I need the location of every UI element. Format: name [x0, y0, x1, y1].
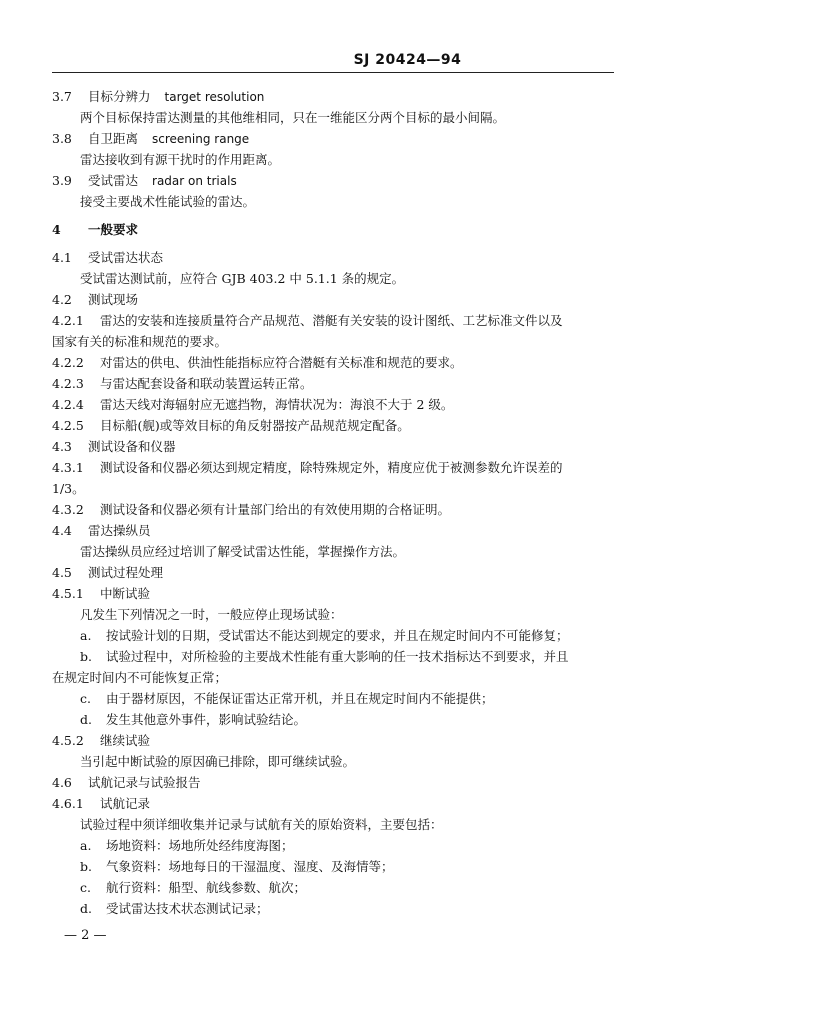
clause-4-2-1-cont: 国家有关的标准和规范的要求。: [52, 334, 228, 349]
list-item: a. 场地资料：场地所处经纬度海图；: [80, 838, 294, 853]
term-3-9: 3.9 受试雷达 radar on trials: [52, 173, 237, 188]
clause-4-2-1: 4.2.1 雷达的安装和连接质量符合产品规范、潜艇有关安装的设计图纸、工艺标准文件以及: [52, 313, 563, 328]
term-3-7-definition: 两个目标保持雷达测量的其他维相同，只在一维能区分两个目标的最小间隔。: [80, 110, 506, 125]
document-body: [52, 86, 618, 919]
term-3-8-definition: 雷达接收到有源干扰时的作用距离。: [80, 152, 281, 167]
term-3-8: 3.8 自卫距离 screening range: [52, 131, 250, 146]
list-item: c. 由于器材原因，不能保证雷达正常开机，并且在规定时间内不能提供；: [80, 691, 494, 706]
list-item: b. 试验过程中，对所检验的主要战术性能有重大影响的任一技术指标达不到要求，并且: [80, 649, 569, 664]
clause-4-4: 4.4 雷达操纵员: [52, 523, 151, 538]
term-3-9-definition: 接受主要战术性能试验的雷达。: [80, 194, 256, 209]
clause-4-6-1-text: 试验过程中须详细收集并记录与试航有关的原始资料，主要包括：: [80, 817, 443, 832]
clause-4-6-1: 4.6.1 试航记录: [52, 796, 151, 811]
clause-4-3-2: 4.3.2 测试设备和仪器必须有计量部门给出的有效使用期的合格证明。: [52, 502, 451, 517]
clause-4-3-1: 4.3.1 测试设备和仪器必须达到规定精度，除特殊规定外，精度应优于被测参数允许误差的: [52, 460, 563, 475]
list-item: c. 航行资料：船型、航线参数、航次；: [80, 880, 307, 895]
clause-4-1-text: 受试雷达测试前，应符合 GJB 403.2 中 5.1.1 条的规定。: [80, 271, 405, 286]
clause-4-3-1-cont: 1/3。: [52, 481, 85, 496]
clause-4-5-1: 4.5.1 中断试验: [52, 586, 151, 601]
clause-4-5: 4.5 测试过程处理: [52, 565, 164, 580]
clause-4-2-2: 4.2.2 对雷达的供电、供油性能指标应符合潜艇有关标准和规范的要求。: [52, 355, 463, 370]
term-3-7: 3.7 目标分辨力 target resolution: [52, 89, 265, 104]
clause-4-5-1-text: 凡发生下列情况之一时，一般应停止现场试验：: [80, 607, 343, 622]
list-item: b. 气象资料：场地每日的干湿温度、湿度、及海情等；: [80, 859, 394, 874]
list-item: d. 受试雷达技术状态测试记录；: [80, 901, 269, 916]
page-header-code: SJ 20424—94: [353, 52, 462, 68]
section-4-heading: 4 一般要求: [52, 222, 139, 237]
clause-4-5-2-text: 当引起中断试验的原因确已排除，即可继续试验。: [80, 754, 356, 769]
clause-4-2: 4.2 测试现场: [52, 292, 139, 307]
clause-4-5-2: 4.5.2 继续试验: [52, 733, 151, 748]
clause-4-2-5: 4.2.5 目标船(舰)或等效目标的角反射器按产品规范规定配备。: [52, 418, 410, 433]
page-number: — 2 —: [64, 928, 107, 943]
list-item: a. 按试验计划的日期，受试雷达不能达到规定的要求，并且在规定时间内不可能修复；: [80, 628, 569, 643]
clause-4-6: 4.6 试航记录与试验报告: [52, 775, 201, 790]
clause-4-1: 4.1 受试雷达状态: [52, 250, 164, 265]
clause-4-4-text: 雷达操纵员应经过培训了解受试雷达性能，掌握操作方法。: [80, 544, 406, 559]
clause-4-3: 4.3 测试设备和仪器: [52, 439, 176, 454]
clause-4-2-4: 4.2.4 雷达天线对海辐射应无遮挡物，海情状况为：海浪不大于 2 级。: [52, 397, 454, 412]
clause-4-2-3: 4.2.3 与雷达配套设备和联动装置运转正常。: [52, 376, 313, 391]
list-item-cont: 在规定时间内不可能恢复正常；: [52, 670, 228, 685]
header-rule: [52, 72, 614, 73]
list-item: d. 发生其他意外事件，影响试验结论。: [80, 712, 307, 727]
